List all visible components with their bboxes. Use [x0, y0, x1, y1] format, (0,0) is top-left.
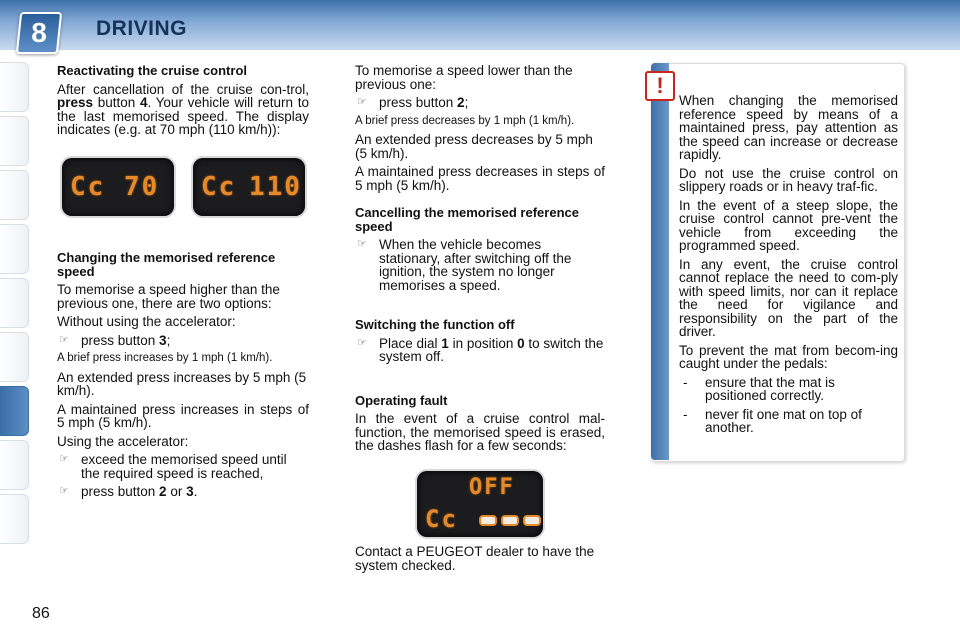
pointing-hand-icon: ☞	[357, 238, 367, 250]
pointing-hand-icon: ☞	[357, 336, 367, 349]
chapter-tab-3[interactable]	[0, 170, 29, 220]
display-off-text: OFF	[469, 475, 515, 500]
warning-para-5: To prevent the mat from becom-ing caught under the pedals:	[679, 342, 898, 371]
warning-para-2: Do not use the cruise control on slippery roads or in heavy traf-fic.	[679, 165, 898, 194]
dash-segment	[523, 515, 541, 526]
dash-segment	[501, 515, 519, 526]
using-accelerator: Using the accelerator:	[57, 433, 189, 449]
operating-fault-body: In the event of a cruise control mal-function, the memorised speed is erased, the dashes flash for a few seconds:	[355, 411, 605, 453]
changing-heading: Changing the memorised reference speed	[57, 250, 276, 279]
operating-fault-heading: Operating fault	[355, 392, 448, 408]
warning-para-3: In the event of a steep slope, the cruise control cannot pre-vent the vehicle from exceeding the programmed speed.	[679, 197, 898, 253]
bullet-press-button-2: ☞ press button 2;	[357, 95, 469, 110]
display-prefix: Cc	[201, 172, 237, 202]
warning-dash-item-2: - never fit one mat on top of another.	[683, 406, 862, 435]
chapter-tab-8-active[interactable]	[0, 386, 29, 436]
contact-dealer-text: Contact a PEUGEOT dealer to have the system checked.	[355, 544, 595, 573]
fault-display	[417, 471, 543, 537]
cancelling-heading: Cancelling the memorised reference speed	[355, 205, 579, 234]
warning-dash-item-1: - ensure that the mat is positioned correctly.	[683, 374, 835, 403]
changing-section	[57, 251, 309, 504]
bullet-place-dial: ☞ Place dial 1 in position 0 to switch the system off.	[357, 335, 604, 364]
chapter-title: DRIVING	[96, 17, 188, 40]
display-prefix: Cc	[70, 172, 106, 202]
warning-box-bar	[651, 63, 669, 460]
chapter-tabs	[0, 62, 30, 582]
extended-press-decrease-note: An extended press decreases by 5 mph (5 km/h).	[355, 132, 593, 161]
warning-para-1: When changing the memorised reference speed by means of a maintained press, pay attention as the speed can increase or decrease rapidly.	[679, 93, 898, 162]
middle-column	[355, 64, 605, 458]
extended-press-note: An extended press increases by 5 mph (5 km/h).	[57, 369, 307, 398]
switching-off-heading: Switching the function off	[355, 317, 515, 332]
without-accelerator: Without using the accelerator:	[57, 314, 236, 329]
speed-display-110	[193, 158, 305, 216]
pointing-hand-icon: ☞	[59, 485, 69, 497]
maintained-press-decrease-note: A maintained press decreases in steps of 5 mph (5 km/h).	[355, 164, 605, 193]
chapter-number: 8	[31, 17, 47, 48]
pointing-hand-icon: ☞	[59, 333, 69, 346]
left-column	[57, 64, 309, 142]
page-number: 86	[32, 605, 50, 622]
chapter-tab-9[interactable]	[0, 440, 29, 490]
bullet-stationary: ☞ When the vehicle becomes stationary, after switching off the ignition, the system no longer memorises a speed.	[357, 237, 572, 293]
bullet-press-button-3: ☞ press button 3;	[59, 332, 171, 348]
chapter-tab-2[interactable]	[0, 116, 29, 166]
reactivating-heading: Reactivating the cruise control	[57, 63, 247, 78]
bullet-press-button-2-or-3: ☞ press button 2 or 3.	[59, 484, 198, 499]
display-value: 110	[249, 172, 302, 202]
reactivating-body: After cancellation of the cruise con-trol, press button 4. Your vehicle will return to the last memorised speed. The display indicates (e.g. at 70 mph (110 km/h)):	[57, 81, 309, 137]
brief-press-decrease-note: A brief press decreases by 1 mph (1 km/h).	[355, 114, 575, 127]
chapter-tab-6[interactable]	[0, 332, 29, 382]
flashing-dashes	[479, 515, 541, 526]
chapter-badge	[16, 12, 62, 54]
pointing-hand-icon: ☞	[59, 453, 69, 465]
exclamation-icon: !	[645, 71, 675, 101]
chapter-tab-5[interactable]	[0, 278, 29, 328]
chapter-tab-4[interactable]	[0, 224, 29, 274]
warning-text	[679, 94, 898, 440]
warning-para-4: In any event, the cruise control cannot replace the need to com-ply with speed limits, nor can it replace the need for vigilance and responsibility on the part of the driver.	[679, 256, 898, 339]
display-value: 70	[124, 172, 160, 202]
maintained-press-note: A maintained press increases in steps of 5 mph (5 km/h).	[57, 401, 309, 430]
display-prefix: Cc	[425, 505, 458, 533]
chapter-tab-10[interactable]	[0, 494, 29, 544]
dash-segment	[479, 515, 497, 526]
speed-display-70	[62, 158, 174, 216]
lower-speed-intro: To memorise a speed lower than the previous one:	[355, 63, 573, 92]
bullet-exceed-speed: ☞ exceed the memorised speed until the required speed is reached,	[59, 452, 287, 481]
page-header	[0, 0, 960, 50]
chapter-tab-1[interactable]	[0, 62, 29, 112]
brief-press-note: A brief press increases by 1 mph (1 km/h).	[57, 352, 273, 364]
pointing-hand-icon: ☞	[357, 96, 367, 108]
changing-intro: To memorise a speed higher than the previous one, there are two options:	[57, 282, 280, 311]
contact-dealer-section	[355, 545, 605, 577]
